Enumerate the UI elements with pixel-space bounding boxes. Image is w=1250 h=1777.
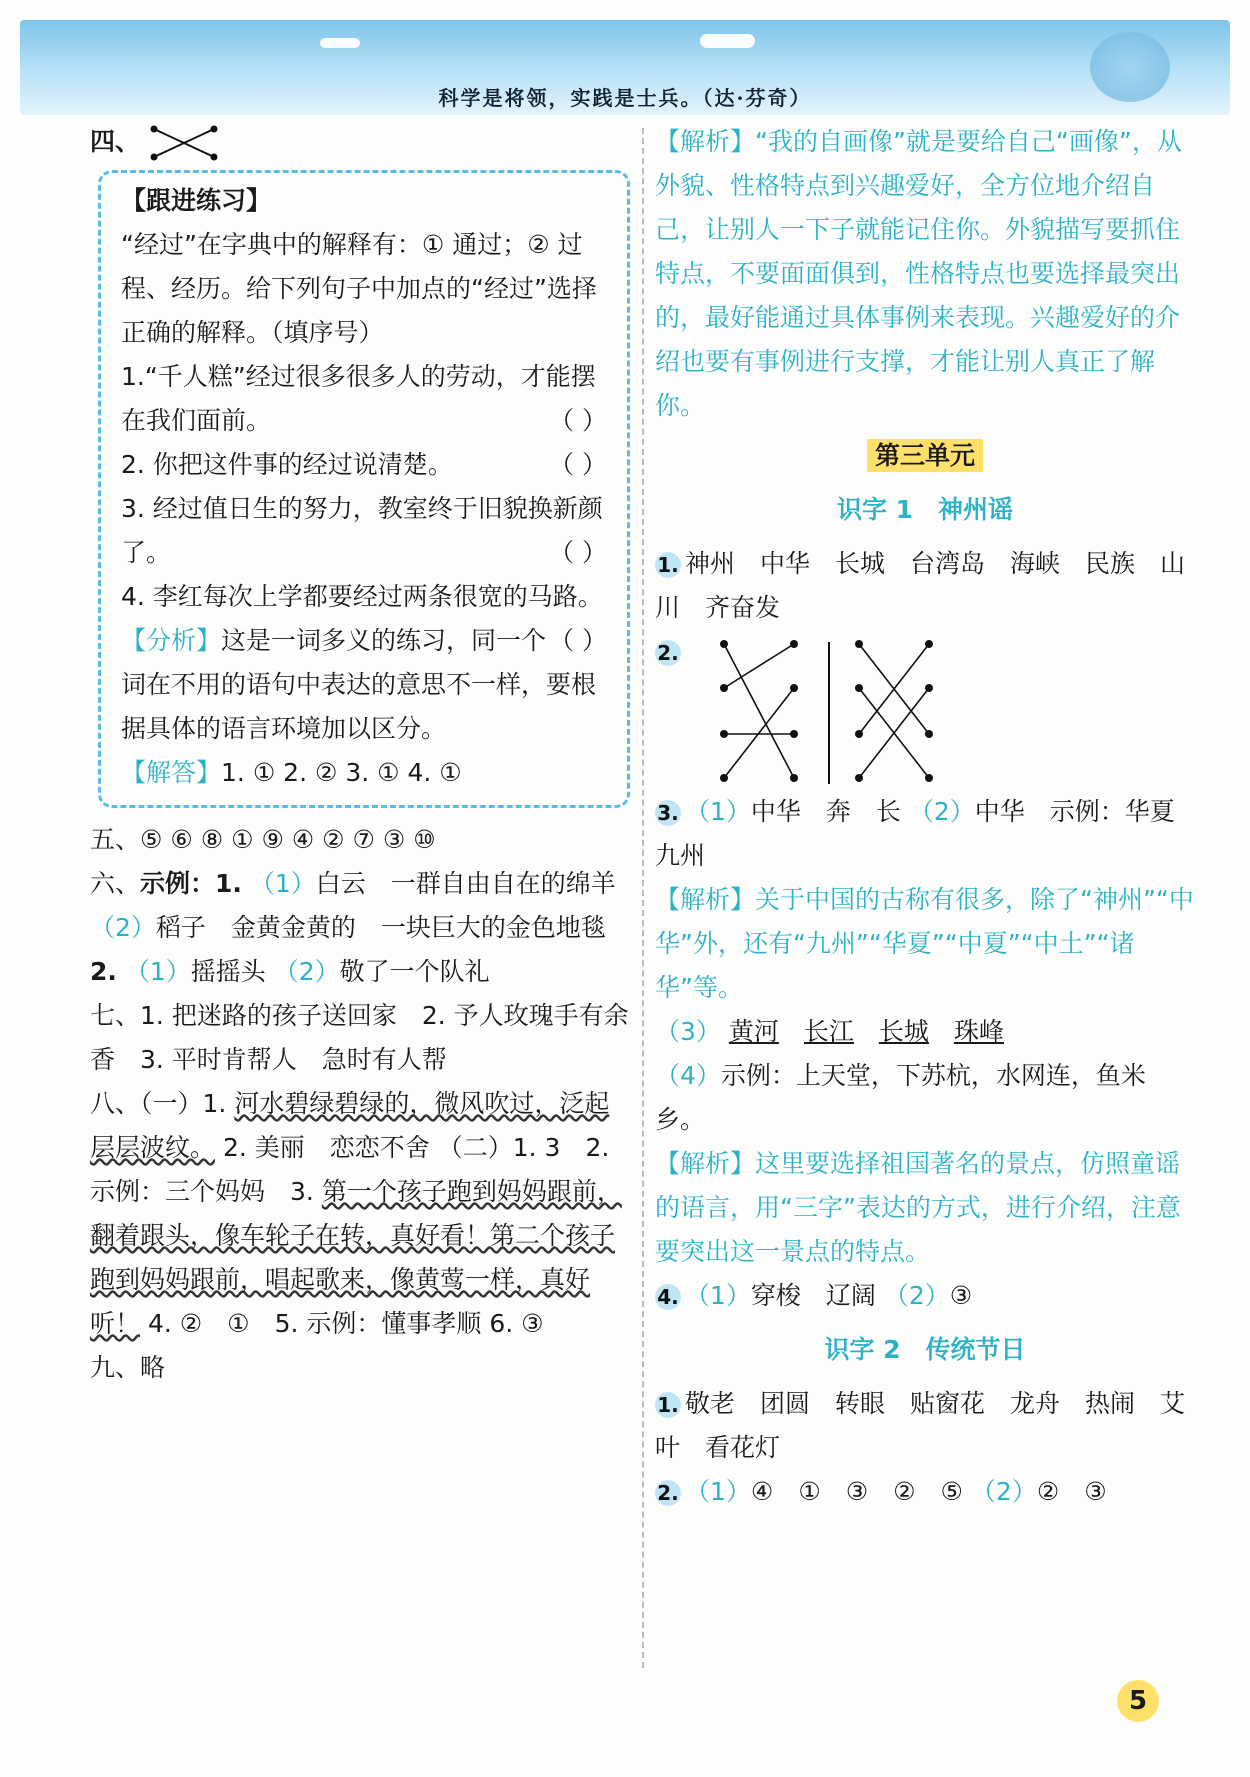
l1-q3-part3: （3） 黄河 长江 长城 珠峰 [655, 1017, 1004, 1046]
practice-answer: 【解答】1. ① 2. ② 3. ① 4. ① [121, 758, 462, 787]
l2-q2: 2. （1）④ ① ③ ② ⑤ （2）② ③ [655, 1470, 1195, 1514]
l1-q2: 2. [655, 630, 1195, 790]
column-divider [642, 128, 644, 1668]
l2-q1: 1. 敬老 团圆 转眼 贴窗花 龙舟 热闹 艾叶 看花灯 [655, 1389, 1186, 1462]
practice-box [98, 170, 630, 808]
left-column [90, 120, 630, 1390]
lesson2-title: 识字 2 传统节日 [824, 1335, 1026, 1364]
page-number: 5 [1117, 1680, 1159, 1722]
lesson1-title: 识字 1 神州谣 [836, 495, 1014, 524]
q4-label: 四、 [90, 127, 141, 156]
q5: 五、⑤ ⑥ ⑧ ① ⑨ ④ ② ⑦ ③ ⑩ [90, 825, 436, 854]
practice-item: 3. 经过值日生的努力，教室终于旧貌换新颜了。 （ ） [121, 494, 607, 567]
header-motto: 科学是将领，实践是士兵。（达·芬奇） [438, 86, 812, 110]
matching-diagram [719, 638, 949, 788]
l1-q3: 3. （1）中华 奔 长 （2）中华 示例：华夏 九州 [655, 797, 1200, 870]
q8: 八、（一）1. 河水碧绿碧绿的，微风吹过，泛起层层波纹。 2. 美丽 恋恋不舍 （二）1. 3 2. 示例：三个妈妈 3. 第一个孩子跑到妈妈跟前，翻着跟头，像车轮子在转，真好看！第二个孩子跑到妈妈跟前，唱起歌来，像黄莺一样，真好听！ 4. ② ① 5. 示例：懂事孝顺 6. ③ [90, 1089, 622, 1338]
l1-analysis-1: 【解析】关于中国的古称有很多，除了“神州”“中华”外，还有“九州”“华夏”“中夏”“中土”“诸华”等。 [655, 885, 1194, 1002]
q7: 七、1. 把迷路的孩子送回家 2. 予人玫瑰手有余香 3. 平时肯帮人 急时有人帮 [90, 1001, 629, 1074]
right-column [655, 120, 1200, 1514]
header-banner [20, 20, 1230, 115]
l1-q1: 1. 神州 中华 长城 台湾岛 海峡 民族 山川 齐奋发 [655, 549, 1186, 622]
practice-intro: “经过”在字典中的解释有：① 通过；② 过程、经历。给下列句子中加点的“经过”选择正确的解释。（填序号） [121, 230, 597, 347]
l1-analysis-2: 【解析】这里要选择祖国著名的景点，仿照童谣的语言，用“三字”表达的方式，进行介绍，注意要突出这一景点的特点。 [655, 1149, 1181, 1266]
l1-q3-part4: （4）示例：上天堂，下苏杭，水网连，鱼米乡。 [655, 1061, 1146, 1134]
practice-item: 2. 你把这件事的经过说清楚。 （ ） [121, 450, 607, 479]
unit-title: 第三单元 [655, 434, 1195, 478]
practice-item: 4. 李红每次上学都要经过两条很宽的马路。 （ ） [121, 582, 607, 655]
l1-q4: 4. （1）穿梭 辽阔 （2）③ [655, 1274, 1195, 1318]
q4-row [90, 120, 630, 160]
q9: 九、略 [90, 1353, 166, 1382]
practice-analysis: 【分析】这是一词多义的练习，同一个词在不用的语句中表达的意思不一样，要根据具体的语言环境加以区分。 [121, 626, 597, 743]
cloud-decoration [700, 34, 755, 48]
practice-item: 1.“千人糕”经过很多很多人的劳动，才能摆在我们面前。 （ ） [121, 362, 607, 435]
practice-title: 【跟进练习】 [121, 186, 272, 215]
q4-cross-lines [148, 123, 220, 163]
top-analysis: 【解析】“我的自画像”就是要给自己“画像”，从外貌、性格特点到兴趣爱好，全方位地介绍自己，让别人一下子就能记住你。外貌描写要抓住特点，不要面面俱到，性格特点也要选择最突出的，最好能通过具体事例来表现。兴趣爱好的介绍也要有事例进行支撑，才能让别人真正了解你。 [655, 127, 1182, 420]
cloud-decoration [320, 38, 360, 48]
q6: 六、示例：1. （1）白云 一群自由自在的绵羊 （2）稻子 金黄金黄的 一块巨大的金色地毯 2. （1）摇摇头 （2）敬了一个队礼 [90, 869, 616, 986]
